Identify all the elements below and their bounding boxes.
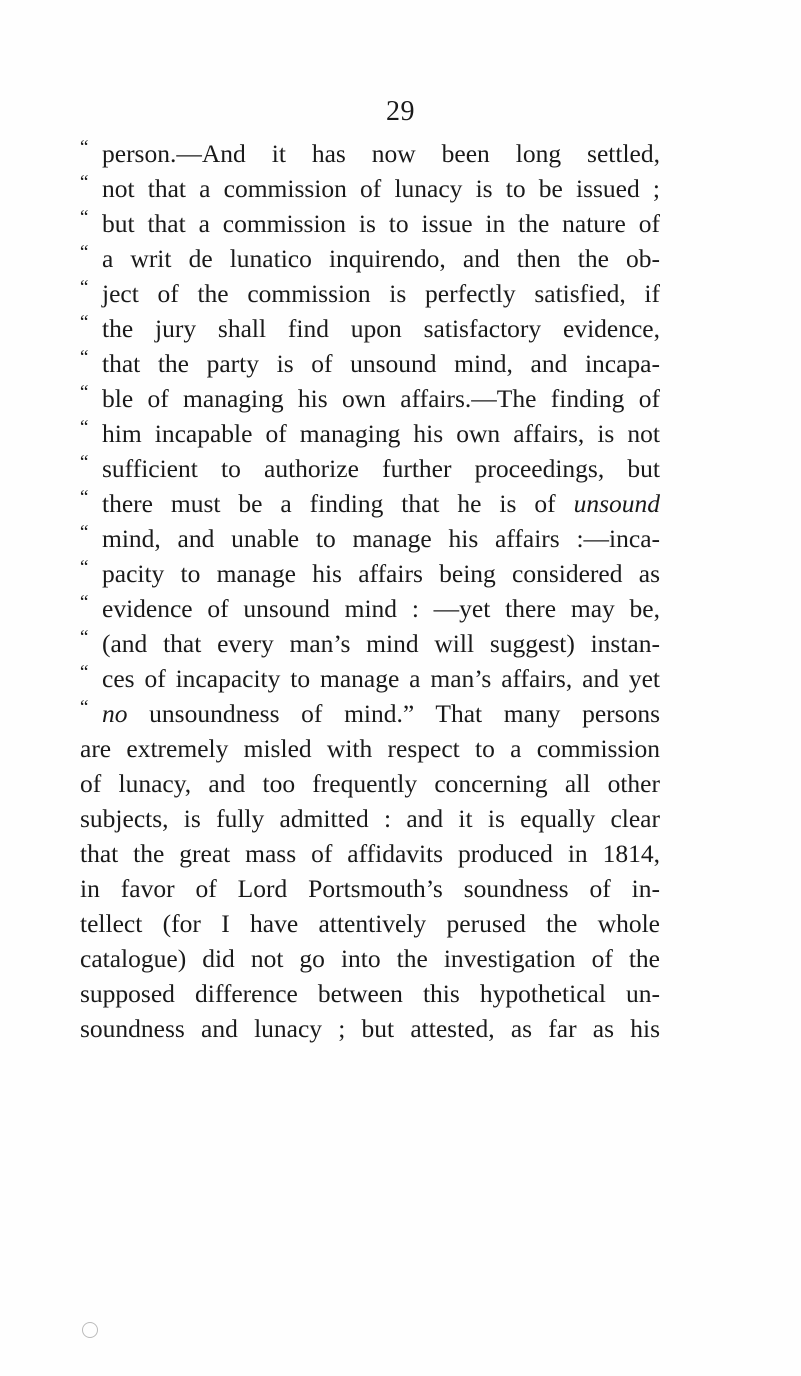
quote-mark: “ (80, 312, 89, 333)
line-text: him incapable of managing his own affairs, is not (102, 419, 660, 448)
quote-mark: “ (80, 137, 89, 158)
line-text: (and that every man’s mind will suggest) instan- (102, 629, 660, 658)
italic-word: unsound (573, 489, 660, 518)
text-line (80, 871, 660, 906)
line-text: ble of managing his own affairs.—The finding of (102, 384, 660, 413)
line-text: that the great mass of affidavits produced in 1814, (80, 839, 660, 868)
text-line (80, 556, 660, 591)
text-line (80, 591, 660, 626)
ink-speck (82, 1322, 98, 1338)
quote-mark: “ (80, 347, 89, 368)
quote-mark: “ (80, 382, 89, 403)
text-line (80, 766, 660, 801)
text-line (80, 381, 660, 416)
body-text (80, 136, 660, 1046)
line-text: mind, and unable to manage his affairs :—inca- (102, 524, 660, 553)
text-line (80, 976, 660, 1011)
quote-mark: “ (80, 487, 89, 508)
line-text: evidence of unsound mind : —yet there may be, (102, 594, 660, 623)
quote-mark: “ (80, 277, 89, 298)
text-line (80, 346, 660, 381)
line-text: there must be a finding that he is of (102, 489, 574, 518)
line-text-continued: unsoundness of mind.” That many persons (127, 699, 660, 728)
quote-mark: “ (80, 662, 89, 683)
line-text: but that a commission is to issue in the nature of (102, 209, 660, 238)
text-line (80, 696, 660, 731)
line-text: person.—And it has now been long settled, (102, 139, 660, 168)
text-line (80, 731, 660, 766)
line-text: are extremely misled with respect to a commission (80, 734, 660, 763)
text-line (80, 206, 660, 241)
quote-mark: “ (80, 242, 89, 263)
text-line (80, 451, 660, 486)
text-line (80, 276, 660, 311)
line-text: ces of incapacity to manage a man’s affairs, and yet (102, 664, 660, 693)
text-line (80, 801, 660, 836)
quote-mark: “ (80, 557, 89, 578)
text-line (80, 416, 660, 451)
quote-mark: “ (80, 522, 89, 543)
line-text: that the party is of unsound mind, and incapa- (102, 349, 660, 378)
quote-mark: “ (80, 627, 89, 648)
line-text: pacity to manage his affairs being considered as (102, 559, 660, 588)
quote-mark: “ (80, 172, 89, 193)
line-text: sufficient to authorize further proceedings, but (102, 454, 660, 483)
text-line (80, 836, 660, 871)
line-text: ject of the commission is perfectly satisfied, if (102, 279, 660, 308)
line-text: not that a commission of lunacy is to be issued ; (102, 174, 660, 203)
text-line (80, 521, 660, 556)
line-text: tellect (for I have attentively perused the whole (80, 909, 660, 938)
text-line (80, 486, 660, 521)
text-line (80, 906, 660, 941)
text-line (80, 1011, 660, 1046)
text-line (80, 941, 660, 976)
quote-mark: “ (80, 452, 89, 473)
italic-word: no (102, 699, 128, 728)
text-line (80, 241, 660, 276)
line-text: in favor of Lord Portsmouth’s soundness of in- (80, 874, 660, 903)
line-text: catalogue) did not go into the investigation of the (80, 944, 660, 973)
line-text: of lunacy, and too frequently concerning all other (80, 769, 660, 798)
text-line (80, 661, 660, 696)
page-number: 29 (386, 96, 415, 127)
quote-mark: “ (80, 592, 89, 613)
quote-mark: “ (80, 417, 89, 438)
quote-mark: “ (80, 697, 89, 718)
line-text: subjects, is fully admitted : and it is equally clear (80, 804, 660, 833)
text-line (80, 136, 660, 171)
quote-mark: “ (80, 207, 89, 228)
line-text: the jury shall find upon satisfactory evidence, (102, 314, 660, 343)
line-text: supposed difference between this hypothetical un- (80, 979, 660, 1008)
line-text: a writ de lunatico inquirendo, and then the ob- (102, 244, 660, 273)
text-line (80, 626, 660, 661)
text-line (80, 171, 660, 206)
text-line (80, 311, 660, 346)
line-text: soundness and lunacy ; but attested, as far as his (80, 1014, 660, 1043)
